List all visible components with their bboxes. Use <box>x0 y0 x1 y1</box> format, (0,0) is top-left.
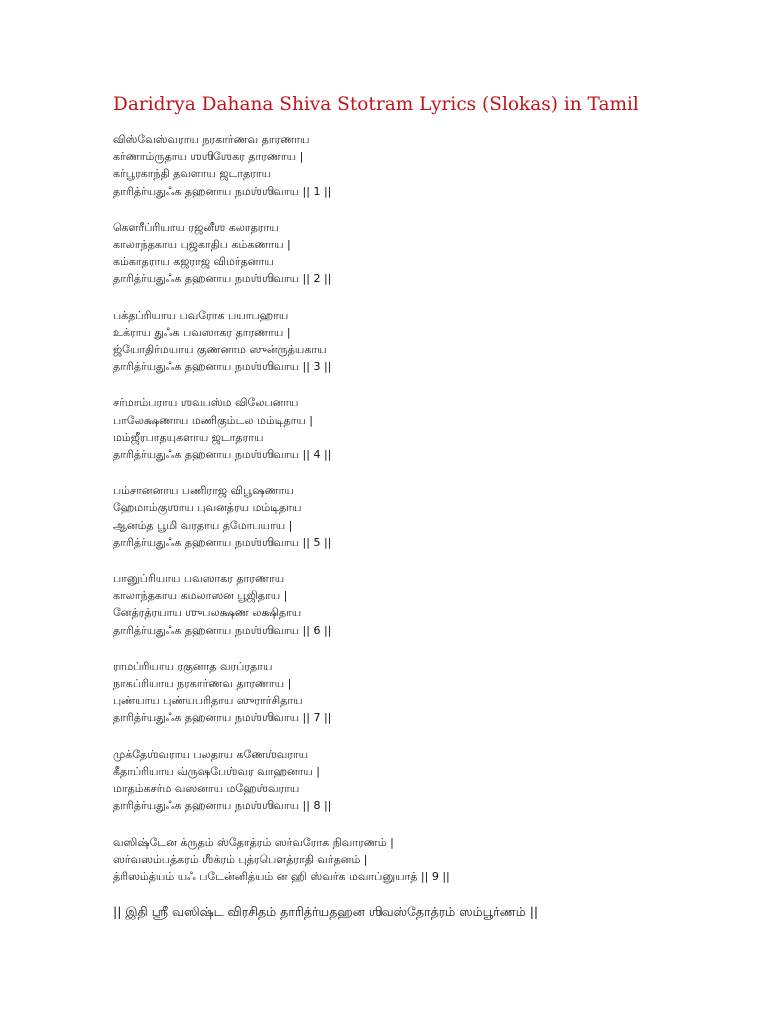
verse-line: ஜ்யோதிர்மயாய குணனாம ஸுன்ருத்யகாய <box>113 343 327 357</box>
verse-refrain-line: தாரித்ர்யதுஃக தஹனாய நமஶ்ஶிவாய || 7 || <box>113 711 332 725</box>
verse-line: புண்யாய புண்யபரிதாய ஸுரார்சிதாய <box>113 694 303 708</box>
verse-line: ஆனம்த பூமி வரதாய தமோபயாய | <box>113 518 293 532</box>
verse-line: னேத்ரத்ரயாய ஶுபலக்ஷண லக்ஷிதாய <box>113 606 302 620</box>
verse-refrain-line: தாரித்ர்யதுஃக தஹனாய நமஶ்ஶிவாய || 3 || <box>113 360 332 374</box>
verse-4 <box>113 394 673 463</box>
verse-line: கௌரீப்ரியாய ரஜனீஶ கலாதராய <box>113 220 279 234</box>
document-title: Daridrya Dahana Shiva Stotram Lyrics (Slokas) in Tamil <box>113 94 639 115</box>
verse-line: மாதம்கசர்ம வஸனாய மஹேஶ்வராய <box>113 782 300 796</box>
verse-line: முக்தேஶ்வராய பலதாய கணேஶ்வராய <box>113 747 309 761</box>
verse-line: கீதாப்ரியாய வ்ருஷபேஶ்வர வாஹனாய | <box>113 764 320 778</box>
verse-line: காலாந்தகாய புஜகாதிப கம்கணாய | <box>113 238 291 252</box>
verse-5 <box>113 482 673 551</box>
verse-9-phalashruti <box>113 834 673 886</box>
verse-refrain-line: தாரித்ர்யதுஃக தஹனாய நமஶ்ஶிவாய || 1 || <box>113 184 332 198</box>
verse-line: வஸிஷ்டேன க்ருதம் ஸ்தோத்ரம் ஸர்வரோக நிவாரணம் | <box>113 835 394 849</box>
verse-refrain-line: தாரித்ர்யதுஃக தஹனாய நமஶ்ஶிவாய || 4 || <box>113 448 332 462</box>
verse-line: கர்பூரகாந்தி தவளாய ஜடாதராய <box>113 167 272 181</box>
verse-1 <box>113 131 673 200</box>
verse-7 <box>113 658 673 727</box>
verse-line: த்ரிஸம்த்யம் யஃ படேன்னித்யம் ன ஹி ஸ்வர்க மவாப்னுயாத் || 9 || <box>113 869 450 883</box>
closing-line: || இதி ஶ்ரீ வஸிஷ்ட விரசிதம் தாரித்ர்யதஹன ஶிவஸ்தோத்ரம் ஸம்பூர்ணம் || <box>113 904 539 920</box>
verse-line: பம்சானனாய பணிராஜ விபூஷணாய <box>113 484 294 498</box>
verse-line: ராமப்ரியாய ரகுனாத வரப்ரதாய <box>113 659 273 673</box>
verse-line: விஸ்வேஸ்வராய நரகார்ணவ தாரணாய <box>113 133 310 146</box>
verse-refrain-line: தாரித்ர்யதுஃக தஹனாய நமஶ்ஶிவாய || 5 || <box>113 535 332 549</box>
verse-line: கர்ணாம்ருதாய ஶஶிஶேகர தாரணாய | <box>113 150 304 164</box>
verse-refrain-line: தாரித்ர்யதுஃக தஹனாய நமஶ்ஶிவாய || 8 || <box>113 799 332 813</box>
verse-line: பக்தப்ரியாய பவரோக பயாபஹாய <box>113 308 289 322</box>
verse-line: காலாந்தகாய கமலாஸன பூஜிதாய | <box>113 589 288 603</box>
verse-8 <box>113 746 673 815</box>
verse-line: கம்காதராய கஜராஜ விமர்தனாய <box>113 255 274 269</box>
verse-6 <box>113 570 673 639</box>
verse-line: சர்மாம்பராய ஶவபஸ்ம விலேபனாய <box>113 396 299 410</box>
verse-refrain-line: தாரித்ர்யதுஃக தஹனாய நமஶ்ஶிவாய || 6 || <box>113 623 332 637</box>
verse-line: மம்ஜீரபாதயுகளாய ஜடாதராய <box>113 430 264 444</box>
stotram-verses <box>113 131 673 921</box>
verse-2 <box>113 219 673 288</box>
verse-3 <box>113 307 673 376</box>
verse-line: உக்ராய துஃக பவஸாகர தாரணாய | <box>113 325 291 339</box>
verse-refrain-line: தாரித்ர்யதுஃக தஹனாய நமஶ்ஶிவாய || 2 || <box>113 272 332 286</box>
verse-line: நாகப்ரியாய நரகார்ணவ தாரணாய | <box>113 677 292 691</box>
verse-line: ஹேமாம்குஶாய புவனத்ரய மம்டிதாய <box>113 501 302 515</box>
verse-line: ஸர்வஸம்பத்கரம் ஶீக்ரம் புத்ரபௌத்ராதி வர்தனம் | <box>113 852 368 866</box>
verse-line: பாலேக்ஷணாய மணிகும்டல மம்டிதாய | <box>113 413 313 427</box>
verse-line: பானுப்ரியாய பவஸாகர தாரணாய <box>113 572 285 586</box>
